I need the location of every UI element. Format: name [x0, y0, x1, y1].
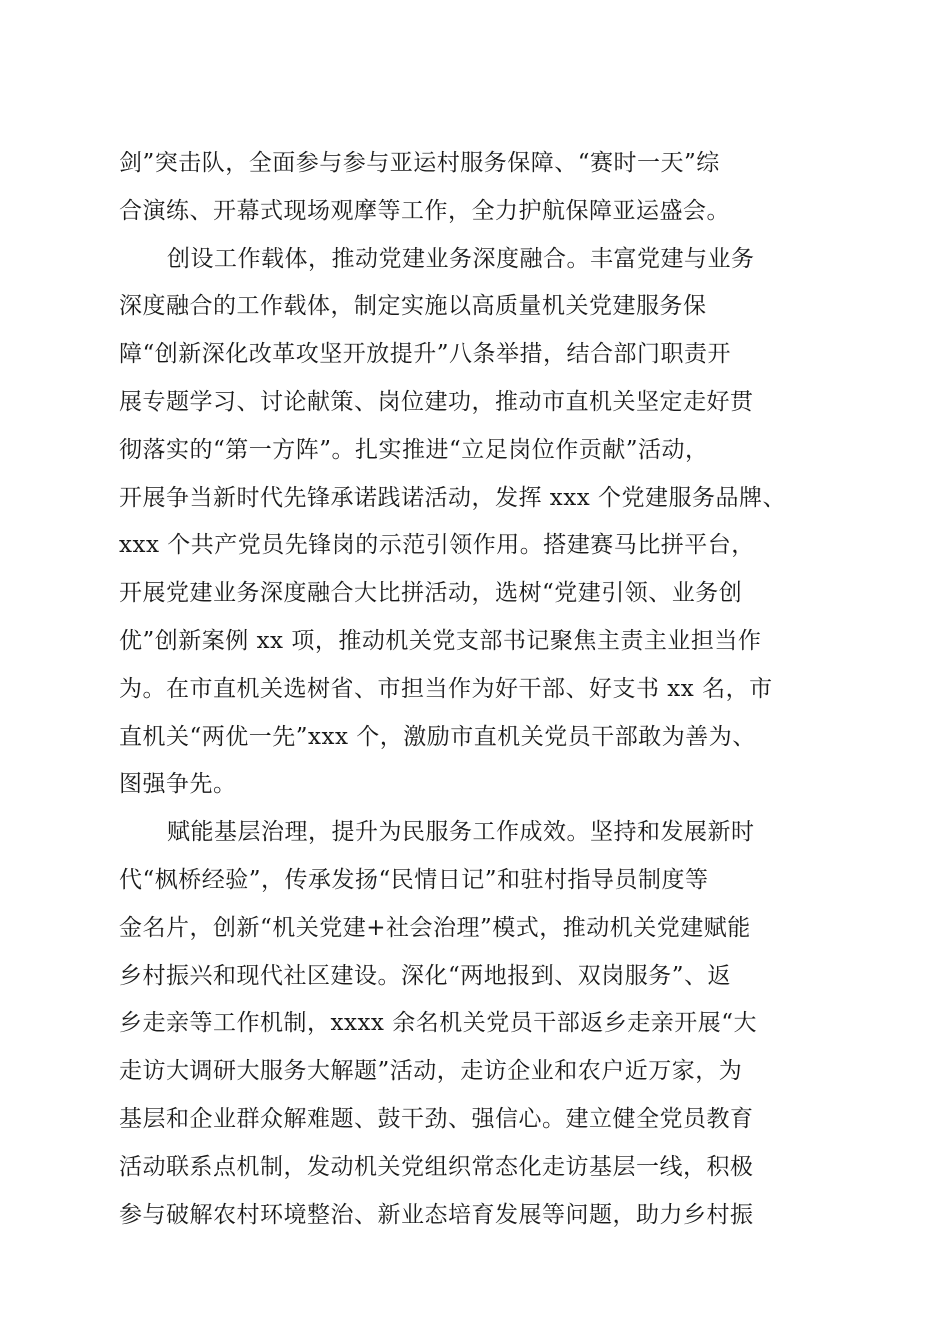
text-line: 优”创新案例 xx 项，推动机关党支部书记聚焦主责主业担当作	[119, 627, 762, 654]
text-line: 直机关“两优一先”xxx 个，激励市直机关党员干部敢为善为、	[119, 723, 756, 750]
text-line: 彻落实的“第一方阵”。扎实推进“立足岗位作贡献”活动，	[119, 436, 709, 463]
text-line: 合演练、开幕式现场观摩等工作，全力护航保障亚运盛会。	[119, 197, 730, 224]
text-line: 乡走亲等工作机制，xxxx 余名机关党员干部返乡走亲开展“大	[119, 1010, 757, 1037]
text-line: 开展党建业务深度融合大比拼活动，选树“党建引领、业务创	[119, 580, 743, 607]
text-line: 剑”突击队，全面参与参与亚运村服务保障、“赛时一天”综	[119, 150, 720, 176]
document-body	[119, 140, 829, 1239]
text-line: 活动联系点机制，发动机关党组织常态化走访基层一线，积极	[119, 1153, 754, 1180]
paragraph-start-line: 创设工作载体，推动党建业务深度融合。丰富党建与业务	[167, 245, 755, 272]
text-line: xxx 个共产党员先锋岗的示范引领作用。搭建赛马比拼平台，	[119, 532, 755, 559]
text-line: 基层和企业群众解难题、鼓干劲、强信心。建立健全党员教育	[119, 1105, 754, 1132]
text-line: 开展争当新时代先锋承诺践诺活动，发挥 xxx 个党建服务品牌、	[119, 484, 787, 511]
text-line: 金名片，创新“机关党建+社会治理”模式，推动机关党建赋能	[119, 914, 751, 941]
text-line: 乡村振兴和现代社区建设。深化“两地报到、双岗服务”、返	[119, 962, 732, 989]
text-line: 障“创新深化改革攻坚开放提升”八条举措，结合部门职责开	[119, 341, 732, 368]
text-line: 走访大调研大服务大解题”活动，走访企业和农户近万家，为	[119, 1058, 743, 1085]
text-line: 深度融合的工作载体，制定实施以高质量机关党建服务保	[119, 293, 707, 320]
text-line: 图强争先。	[119, 771, 237, 798]
paragraph-start-line: 赋能基层治理，提升为民服务工作成效。坚持和发展新时	[167, 819, 755, 846]
text-line: 为。在市直机关选树省、市担当作为好干部、好支书 xx 名，市	[119, 675, 773, 702]
text-line: 代“枫桥经验”，传承发扬“民情日记”和驻村指导员制度等	[119, 866, 709, 893]
text-line: 展专题学习、讨论献策、岗位建功，推动市直机关坚定走好贯	[119, 388, 754, 415]
text-line: 参与破解农村环境整治、新业态培育发展等问题，助力乡村振	[119, 1201, 754, 1228]
